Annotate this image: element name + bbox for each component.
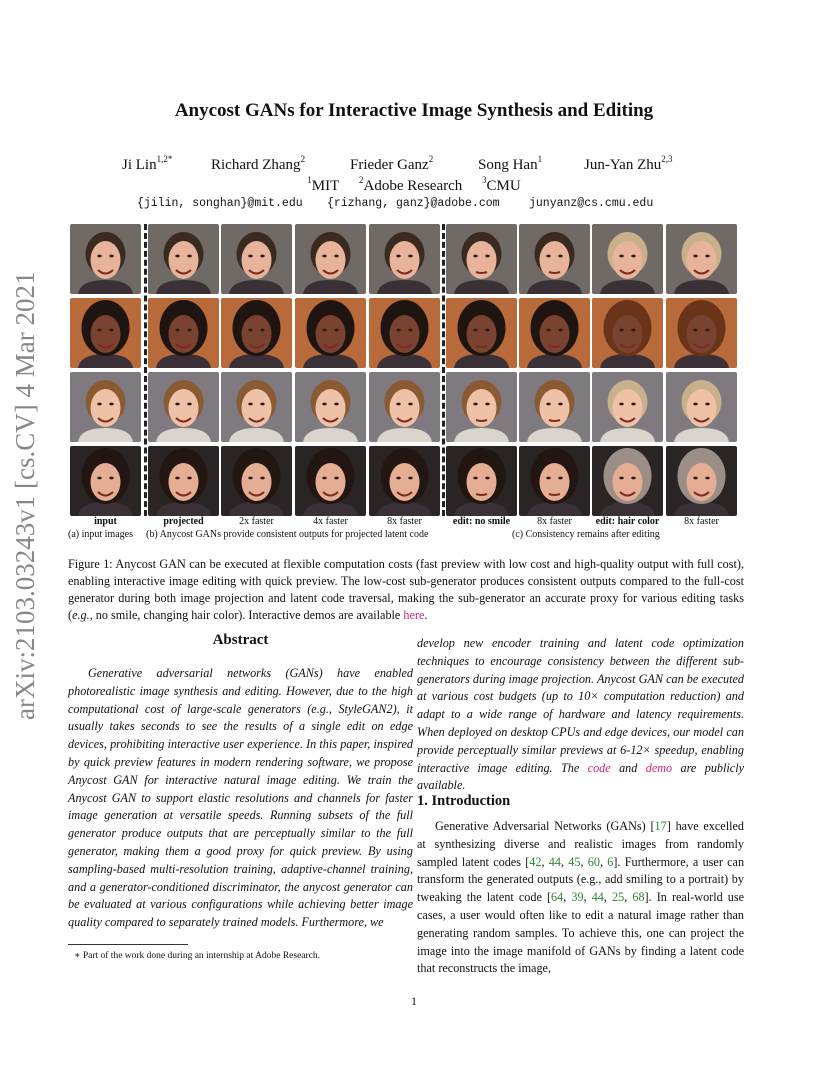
- figure-divider: [442, 224, 445, 516]
- citation-ref[interactable]: 60: [587, 854, 600, 869]
- face-image: [592, 298, 663, 368]
- citation-ref[interactable]: 44: [548, 854, 561, 869]
- intro-text: Generative Adversarial Networks (GANs) [17] have excelled at synthesizing diverse and realistic images from randomly sampled latent codes [42, 44, 45, 60, 6]. Furthermore, a user can transform the generated outputs (e.g., add smiling to a portrait) by tweaking the latent code [64, 39, 44, 25, 68]. In real-world use cases, a user would often like to edit a natural image rather than generating random samples. To achieve this, one can project the image into the image manifold of GANs by finding a latent code that reconstructs the image,: [417, 819, 745, 976]
- face-image: [519, 446, 590, 516]
- author: Ji Lin$^{1,2*}$: [122, 154, 173, 173]
- footnote: ∗ Part of the work done during an internship at Adobe Research.: [74, 951, 321, 961]
- code-link[interactable]: code: [587, 760, 611, 775]
- face-image: [666, 298, 737, 368]
- arxiv-id: arXiv:2103.03243v1 [cs.CV] 4 Mar 2021: [10, 271, 40, 720]
- figure-sublabel: (b) Anycost GANs provide consistent outputs for projected latent code: [146, 529, 429, 540]
- citation-ref[interactable]: 44: [591, 890, 604, 905]
- face-image: [295, 372, 366, 442]
- face-image: [148, 298, 219, 368]
- demo-link[interactable]: demo: [645, 760, 673, 775]
- author: Song Han$^1$: [478, 154, 543, 173]
- figure-column-label: 8x faster: [537, 516, 572, 527]
- author: Frieder Ganz$^2$: [350, 154, 434, 173]
- face-image: [221, 224, 292, 294]
- figure-column-label: edit: no smile: [452, 516, 511, 527]
- figure-column-label: 8x faster: [387, 516, 422, 527]
- citation-ref[interactable]: 68: [632, 890, 645, 905]
- face-image: [519, 372, 590, 442]
- abstract-heading: Abstract: [212, 632, 269, 648]
- figure-column-label: edit: hair color: [595, 516, 660, 527]
- face-image: [148, 224, 219, 294]
- figure-column-label: 8x faster: [684, 516, 719, 527]
- abstract-text: Generative adversarial networks (GANs) have enabled photorealistic image synthesis and editing. However, due to the high computational cost of large-scale generators (e.g., StyleGAN2), it usually takes seconds to see the results of a single edit on edge devices, prohibiting interactive user experience. In this paper, inspired by quick preview features in modern rendering software, we propose Anycost GAN for interactive natural image editing. We train the Anycost GAN to support elastic resolutions and channels for faster image generation at versatile speeds. Running subsets of the full generator produce outputs that are perceptually similar to the full generator, making them a good proxy for quick preview. By using sampling-based multi-resolution training, adaptive-channel training, and a generator-conditioned discriminator, the anycost generator can be evaluated at various configurations while achieving better image quality compared to separately trained models. Furthermore, we: [68, 666, 413, 930]
- email: junyanz@cs.cmu.edu: [529, 197, 654, 210]
- intro-heading: 1. Introduction: [417, 793, 511, 809]
- face-image: [666, 446, 737, 516]
- face-image: [70, 372, 141, 442]
- face-image: [295, 446, 366, 516]
- arxiv-stamp: [10, 271, 40, 721]
- demo-link[interactable]: here: [403, 608, 425, 622]
- face-image: [592, 446, 663, 516]
- figure-column-label: input: [94, 516, 117, 527]
- face-image: [369, 372, 440, 442]
- abstract-continued: develop new encoder training and latent code optimization techniques to encourage consistency between the different sub-generators during image projection. Anycost GAN can be executed at various cost budgets (up to 10× computation reduction) and adapt to a wide range of hardware and latency requirements. When deployed on desktop CPUs and edge devices, our model can provide perceptually similar previews at 6-12× speedup, enabling interactive image editing. The code and demo are publicly available.: [417, 636, 744, 793]
- affiliation: $^1$MIT: [307, 175, 340, 194]
- face-image: [369, 446, 440, 516]
- face-image: [295, 298, 366, 368]
- face-image: [446, 372, 517, 442]
- face-image: [221, 298, 292, 368]
- face-image: [295, 224, 366, 294]
- citation-ref[interactable]: 17: [654, 819, 667, 833]
- affiliations: [0, 175, 828, 195]
- face-image: [519, 224, 590, 294]
- face-image: [519, 298, 590, 368]
- footnote-rule: [68, 944, 188, 945]
- face-image: [446, 298, 517, 368]
- face-image: [592, 224, 663, 294]
- citation-ref[interactable]: 25: [612, 890, 625, 905]
- author: Jun-Yan Zhu$^{2,3}$: [584, 154, 673, 173]
- citation-ref[interactable]: 42: [529, 854, 542, 869]
- citation-ref[interactable]: 64: [551, 890, 564, 905]
- citation-ref[interactable]: 45: [568, 854, 581, 869]
- figure-sublabel: (a) input images: [68, 529, 133, 540]
- face-image: [666, 224, 737, 294]
- figure-caption: Figure 1: Anycost GAN can be executed at flexible computation costs (fast preview with low cost and high-quality output with full cost), enabling interactive image editing with quick preview. The low-cost sub-generator produces consistent outputs compared to the full-cost generator during both image projection and latent code traversal, making the sub-generator an accurate proxy for various editing tasks (e.g., no smile, changing hair color). Interactive demos are available here.: [68, 557, 744, 622]
- email: {jilin, songhan}@mit.edu: [137, 197, 303, 210]
- face-image: [369, 298, 440, 368]
- citation-ref[interactable]: 39: [571, 890, 584, 905]
- paper-title: Anycost GANs for Interactive Image Synthesis and Editing: [174, 100, 654, 121]
- figure-divider: [144, 224, 147, 516]
- face-image: [148, 372, 219, 442]
- email: {rizhang, ganz}@adobe.com: [327, 197, 500, 210]
- face-image: [148, 446, 219, 516]
- face-image: [70, 446, 141, 516]
- figure-sublabel: (c) Consistency remains after editing: [512, 529, 660, 540]
- figure-column-label: projected: [163, 516, 204, 527]
- citation-ref[interactable]: 6: [607, 854, 614, 869]
- page-number: 1: [411, 994, 417, 1008]
- face-image: [666, 372, 737, 442]
- figure-column-label: 2x faster: [239, 516, 274, 527]
- face-image: [70, 224, 141, 294]
- face-image: [446, 224, 517, 294]
- face-image: [70, 298, 141, 368]
- face-image: [446, 446, 517, 516]
- face-image: [369, 224, 440, 294]
- affiliation: $^2$Adobe Research: [359, 175, 463, 194]
- face-image: [221, 372, 292, 442]
- face-image: [221, 446, 292, 516]
- author: Richard Zhang$^2$: [211, 154, 306, 173]
- affiliation: $^3$CMU: [482, 175, 521, 194]
- figure-column-label: 4x faster: [313, 516, 348, 527]
- face-image: [592, 372, 663, 442]
